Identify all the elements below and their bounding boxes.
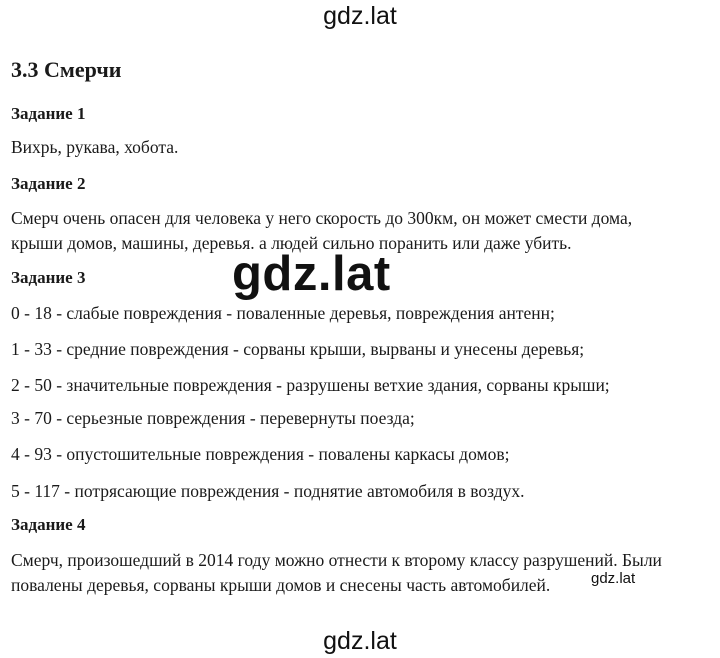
watermark-bottom: gdz.lat	[323, 627, 397, 655]
task-4-heading: Задание 4	[11, 515, 86, 534]
task-3-line-class-4: 4 - 93 - опустошительные повреждения - повалены каркасы домов;	[11, 444, 510, 464]
watermark-top: gdz.lat	[323, 2, 397, 30]
task-3-line-class-3: 3 - 70 - серьезные повреждения - перевернуты поезда;	[11, 408, 415, 428]
task-3-line-class-5: 5 - 117 - потрясающие повреждения - поднятие автомобиля в воздух.	[11, 481, 525, 501]
task-2-answer-line-1: Смерч очень опасен для человека у него скорость до 300км, он может смести дома,	[11, 208, 633, 228]
task-1-answer: Вихрь, рукава, хобота.	[11, 137, 179, 157]
task-3-heading: Задание 3	[11, 268, 86, 287]
task-4-answer-line-1: Смерч, произошедший в 2014 году можно отнести к второму классу разрушений. Были	[11, 550, 662, 570]
task-3-line-class-1: 1 - 33 - средние повреждения - сорваны крыши, вырваны и унесены деревья;	[11, 339, 585, 359]
task-3-line-class-0: 0 - 18 - слабые повреждения - поваленные деревья, повреждения антенн;	[11, 303, 555, 323]
task-3-line-class-2: 2 - 50 - значительные повреждения - разрушены ветхие здания, сорваны крыши;	[11, 375, 610, 395]
task-1-heading: Задание 1	[11, 104, 86, 123]
task-2-answer-line-2: крыши домов, машины, деревья. а людей сильно поранить или даже убить.	[11, 233, 572, 253]
page-title: 3.3 Смерчи	[11, 57, 122, 82]
task-4-answer-line-2: повалены деревья, сорваны крыши домов и снесены часть автомобилей.	[11, 575, 551, 595]
watermark-center: gdz.lat	[232, 247, 391, 301]
watermark-inline: gdz.lat	[591, 570, 636, 587]
task-2-heading: Задание 2	[11, 174, 86, 193]
